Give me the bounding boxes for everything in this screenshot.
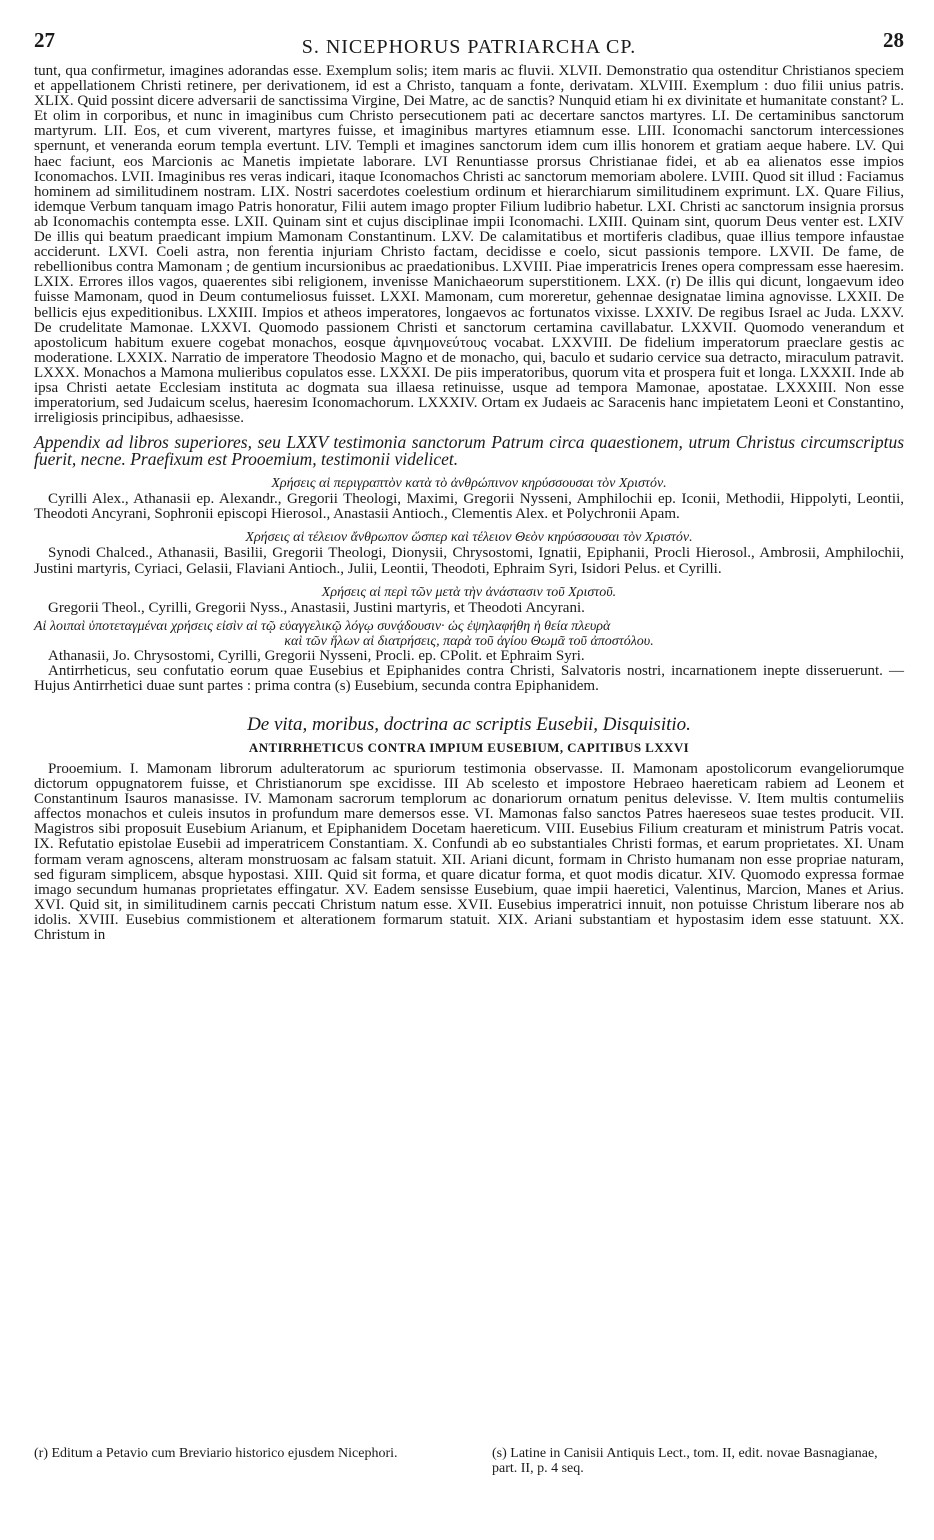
- antirrheticus-note: Antirrheticus, seu confutatio eorum quae Eusebius et Epiphanides contra Christi, Salvatoris nostri, incarnationem inepte disseruerunt. — Hujus Antirrhetici duae sunt partes : prima contra (s) Eusebium, secunda contra Epiphanidem.: [34, 662, 904, 694]
- greek-remaining-testimonies: [34, 619, 904, 649]
- document-page: [34, 28, 904, 1476]
- testimonia-list-2: Synodi Chalced., Athanasii, Basilii, Gregorii Theologi, Dionysii, Chrysostomi, Ignatii, Epiphanii, Procli Hierosol., Ambrosii, Amphilochii, Justini martyris, Cyriaci, Gelasii, Flaviani Antioch., Julii, Leontii, Theodoti, Ephraim Syri, Isidori Pelus. et Cyrilli.: [34, 545, 904, 577]
- greek-heading-circumscriptus: Χρήσεις αἱ περιγραπτὸν κατὰ τὸ ἀνθρώπινον κηρύσσουσαι τὸν Χριστόν.: [271, 476, 667, 492]
- page-number-right: 28: [883, 28, 904, 52]
- chapter-list-continued: tunt, qua confirmetur, imagines adorandas esse. Exemplum solis; item maris ac fluvii. XLVII. Demonstratio qua ostenditur Christianos speciem et appellationem Christi retinere, per derivationem, id est a Christo, tanquam a fonte, derivatam. XLVIII. Exemplum : duo filii unius patris. XLIX. Quid possint dicere adversarii de sanctissima Virgine, Dei Matre, ac de sanctis? Nunquid etiam hi ex divinitate et humanitate constant? L. Et olim in corporibus, et nunc in imaginibus cum Christo persecutionem pati ac decertare sanctos martyres. LI. De certaminibus sanctorum martyrum. LII. Eos, et cum viverent, martyres fuisse, et imaginibus martyres etiamnum esse. LIII. Iconomachi sanctorum intercessiones spernunt, et veneranda eorum templa evertunt. LIV. Templi et imagines sanctorum idem cum illis honorem et gratiam aeque habere. LV. Qui haec faciunt, eos Marcionis ac Manetis impietate laborare. LVI Renuntiasse prorsus Christianae fidei, et ab ea alienatos esse impios Iconomachos. LVII. Imaginibus res veras indicari, itaque Iconomachos Christi ac sanctorum memoriam abolere. LVIII. Quod sit illud : Faciamus hominem ad similitudinem nostram. LIX. Nostri sacerdotes coelestium ordinum et hierarchiarum similitudinem exprimunt. LX. Quare Filius, idemque Verbum tanquam imago Patris honoratur, Filii autem imago propter Filium ludibrio habetur. LXI. Christi ac sanctorum insignia prorsus ab Iconomachis contempta esse. LXII. Quinam sint et cujus disciplinae impii Iconomachi. LXIII. Quinam sint, quorum Deus venter est. LXIV De illis qui beatum praedicant impium Mamonam Constantinum. LXV. De calamitatibus et mortiferis cladibus, quae illius tempore infaustae acciderunt. LXVI. Coeli astra, non ferentia injuriam Christo factam, decidisse e coelo, sicut passionis tempore. LXVII. De fame, de rebellionibus contra Mamonam ; de gentium incursionibus ac praedationibus. LXVIII. Piae imperatricis Irenes opera compressam esse haeresim. LXIX. Errores illos vagos, quaerentes sibi religionem, invenisse Manichaeorum superstitionem. LXX. (r) De illis qui dicunt, longaevum ideo fuisse Mamonam, quod in Deum contumeliosus fuisset. LXXI. Mamonam, cum moreretur, gehennae designatae limina agnovisse. LXXII. De bellicis ejus expeditionibus. LXXIII. Impios et atheos imperatores, longaevos ac fortunatos vixisse. LXXIV. De regibus Israel ac Juda. LXXV. De crudelitate Mamonae. LXXVI. Quomodo passionem Christi et sanctorum certamina cavillabatur. LXXVII. Quomodo venerandum et apostolicum habitum exuere cogebat monachos, eosque ἀμνημονεύτους vocabat. LXXVIII. De fidelium imperatorum praeclare gestis ac moderatione. LXXIX. Narratio de imperatore Theodosio Magno et de monacho, qui, baculo et sudario cervice sua detracto, miraculum patravit. LXXX. Monachos a Mamona mulieribus copulatos esse. LXXXI. De piis imperatoribus, quorum vita et prospera fuit et longa. LXXXII. Inde ab ipsa Christi aetate Ecclesiam instituta ac dogmata sua illaesa retinuisse, usque ad tempora Mamonae, apostatae. LXXXIII. Non esse imperatorium, sed Judaicum scelus, haeresim Iconomachorum. LXXXIV. Ortam ex Judaeis ac Saracenis hanc impietatem Leoni et Constantino, irreligiosis principibus, adhaesisse.: [34, 63, 904, 427]
- appendix-title: Appendix ad libros superiores, seu LXXV testimonia sanctorum Patrum circa quaestionem, utrum Christus circumscriptus fuerit, necne. Praefixum est Prooemium, testimonii videlicet.: [34, 432, 904, 470]
- section-title: ANTIRRHETICUS CONTRA IMPIUM EUSEBIUM, CAPITIBUS LXXVI: [248, 740, 690, 755]
- greek-text-line-2: καὶ τῶν ἥλων αἱ διατρήσεις, παρὰ τοῦ ἁγίου Θωμᾶ τοῦ ἀποστόλου.: [284, 633, 654, 649]
- page-header: [34, 28, 904, 58]
- disquisitio-title: De vita, moribus, doctrina ac scriptis Eusebii, Disquisitio.: [247, 714, 691, 735]
- chapter-list-antirrheticus: Prooemium. I. Mamonam librorum adulteratorum ac spuriorum testimonia observasse. II. Mamonam apostolicorum evangeliorumque dictorum oppugnatorem fuisse, et Christianorum spe excidisse. III Ab scelesto et impostore Hebraeo haereticam rabiem ad Leonem et Constantinum Isauros manasisse. IV. Mamonam sacrorum templorum ac donariorum ornatum penitus delevisse. V. Item multis contumeliis affectos monachos et culeis insutos in profundum mare demersos esse. VI. Mamonas falso sanctos Patres haereseos suae testes producit. VII. Magistros sibi proposuit Eusebium Arianum, et Epiphanidem Docetam haereticum. VIII. Eusebius Filium creaturam et ministrum Patris vocat. IX. Refutatio epistolae Eusebii ad imperatricem Constantiam. X. Confundi ab eo substantiales Christi formas, et earum proprietates. XI. Unam formam veram agnoscens, alteram monstruosam ac falsam statuit. XII. Ariani dicunt, formam in Christo humanam non esse propriae naturam, sed figuram simplicem, absque hypostasi. XIII. Quid sit forma, et quare dicatur forma, et quot modis dicatur. XIV. Quomodo expressa formae imago secundum humanas proprietates effingatur. XV. Eadem sensisse Eusebium, quae impii haeretici, Valentinus, Marcion, Manes et Arius. XVI. Quid sit, in similitudinem carnis peccati Christum natum esse. XVII. Eusebius imperatrici innuit, non potuisse Christum liberare nos ab idolis. XVIII. Eusebius commistionem et alterationem formarum statuit. XIX. Ariani substantiam et hypostasim idem esse statuunt. XX. Christum in: [34, 761, 904, 944]
- footnote-s: (s) Latine in Canisii Antiquis Lect., tom. II, edit. novae Basnagianae, part. II, p. 4 seq.: [492, 1446, 878, 1476]
- testimonia-list-1: Cyrilli Alex., Athanasii ep. Alexandr., Gregorii Theologi, Maximi, Gregorii Nysseni, Amphilochii ep. Iconii, Methodii, Hippolyti, Leontii, Theodoti Ancyrani, Sophronii episcopi Hierosol., Anastasii Antioch., Clementis Alex. et Polychronii Apam.: [34, 491, 904, 523]
- greek-text-line-1: Αἱ λοιπαὶ ὑποτεταγμέναι χρήσεις εἰσὶν αἱ τῷ εὐαγγελικῷ λόγῳ συνᾴδουσιν· ὡς ἐψηλαφήθη ἡ θεία πλευρὰ: [34, 618, 611, 634]
- greek-heading-perfect-man: Χρήσεις αἱ τέλειον ἄνθρωπον ὥσπερ καὶ τέλειον Θεὸν κηρύσσουσαι τὸν Χριστόν.: [245, 530, 693, 546]
- page-number-left: 27: [34, 28, 55, 52]
- testimonia-list-4: Athanasii, Jo. Chrysostomi, Cyrilli, Gregorii Nysseni, Procli. ep. CPolit. et Ephraim Syri.: [48, 647, 585, 664]
- footnote-r: (r) Editum a Petavio cum Breviario historico ejusdem Nicephori.: [34, 1446, 398, 1461]
- running-title: S. NICEPHORUS PATRIARCHA CP.: [301, 36, 637, 58]
- greek-heading-resurrection: Χρήσεις αἱ περὶ τῶν μετὰ τὴν ἀνάστασιν τοῦ Χριστοῦ.: [321, 584, 617, 600]
- testimonia-list-3: Gregorii Theol., Cyrilli, Gregorii Nyss., Anastasii, Justini martyris, et Theodoti Ancyrani.: [48, 599, 585, 616]
